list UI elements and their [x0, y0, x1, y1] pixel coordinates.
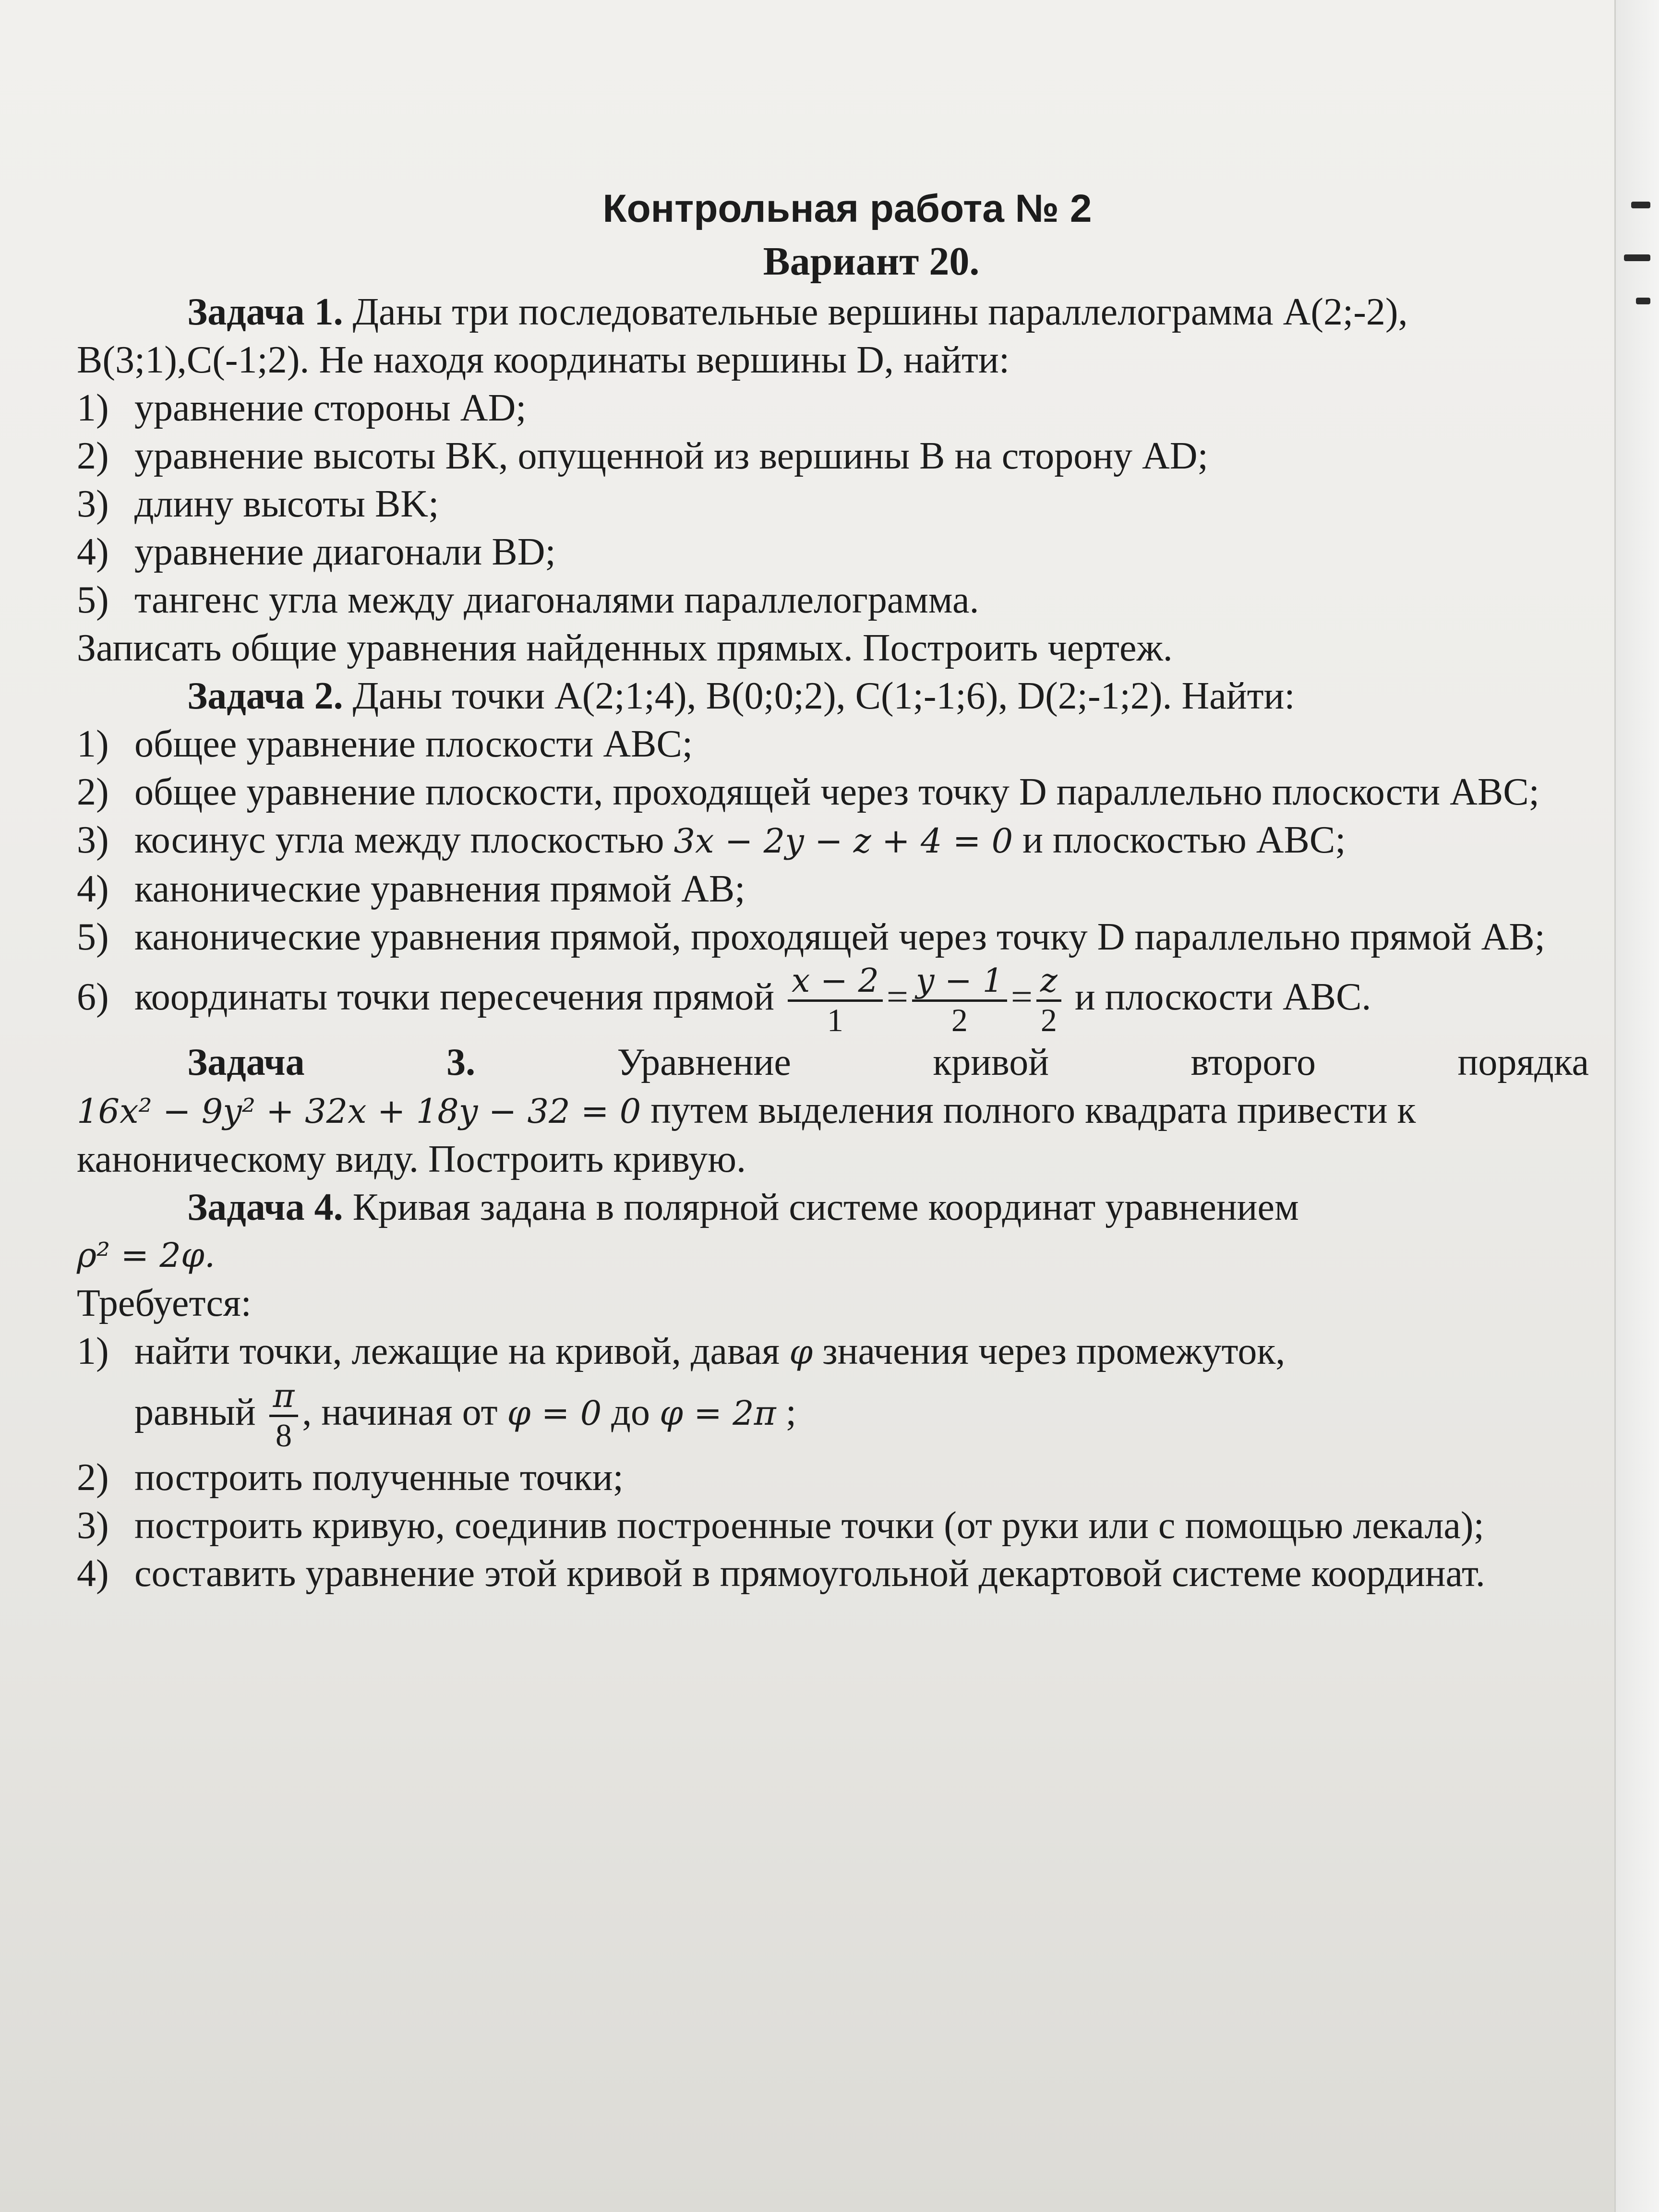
- list-item: [77, 432, 1589, 480]
- list-item: [77, 720, 1589, 768]
- task1-label: Задача 1.: [187, 291, 343, 333]
- list-item: [77, 528, 1589, 576]
- item-number: 2): [77, 1456, 109, 1499]
- task4-list: [77, 1327, 1589, 1598]
- item-number: 6): [77, 976, 109, 1018]
- fraction: [1036, 963, 1061, 1038]
- item-text: [134, 816, 1589, 865]
- item-text: канонические уравнения прямой, проходящей через точку D параллельно прямой AB;: [134, 916, 1545, 958]
- fraction-numerator: y − 1: [912, 963, 1007, 1002]
- list-item: [77, 913, 1589, 961]
- polar-equation: ρ² = 2φ.: [77, 1236, 216, 1275]
- item-text: тангенс угла между диагоналями параллелограмма.: [134, 579, 979, 621]
- variant-heading: Вариант 20.: [763, 239, 980, 284]
- item-number: 4): [77, 1552, 109, 1595]
- item-number: 1): [77, 1330, 109, 1373]
- phi-start: φ = 0: [507, 1394, 602, 1433]
- document-body: [77, 182, 1589, 1598]
- edge-ink-mark: [1631, 202, 1650, 208]
- item-text: канонические уравнения прямой AB;: [134, 868, 745, 910]
- task2-intro: [77, 672, 1589, 720]
- item-text: построить кривую, соединив построенные точки (от руки или с помощью лекала);: [134, 1504, 1484, 1547]
- item-text: уравнение диагонали BD;: [134, 531, 556, 573]
- item-text: общее уравнение плоскости ABC;: [134, 723, 693, 765]
- task2-list: [77, 720, 1589, 1038]
- task2-label: Задача 2.: [187, 675, 343, 717]
- phi-symbol: φ: [789, 1333, 813, 1372]
- item-text: общее уравнение плоскости, проходящей через точку D параллельно плоскости ABC;: [134, 771, 1539, 813]
- item-text-part: и плоскостью ABC;: [1013, 819, 1346, 861]
- equals-sign: =: [1010, 976, 1033, 1018]
- item-number: 4): [77, 531, 109, 573]
- item-text: [134, 1327, 1589, 1454]
- equals-sign: =: [886, 976, 908, 1018]
- item-text: уравнение стороны AD;: [134, 387, 527, 429]
- underlying-page-edge: [1614, 0, 1659, 2212]
- task1-list: [77, 384, 1589, 624]
- item-text: уравнение высоты BK, опущенной из вершины B на сторону AD;: [134, 435, 1208, 477]
- phi-end: φ = 2π: [659, 1394, 776, 1433]
- item-text: составить уравнение этой кривой в прямоугольной декартовой системе координат.: [134, 1552, 1485, 1595]
- item-text: [134, 961, 1589, 1038]
- list-item: [77, 480, 1589, 528]
- fraction: [788, 963, 883, 1038]
- list-item: [77, 865, 1589, 913]
- item-text-part: до: [601, 1391, 660, 1434]
- item-text-part: равный: [134, 1391, 265, 1434]
- list-item: [77, 1502, 1589, 1550]
- task1-outro: Записать общие уравнения найденных прямых. Построить чертеж.: [77, 627, 1173, 669]
- item-number: 3): [77, 1504, 109, 1547]
- requires-label: Требуется:: [77, 1282, 252, 1325]
- task3-rest: путем выделения полного квадрата привести к каноническому виду. Построить кривую.: [77, 1089, 1416, 1181]
- task4-label: Задача 4.: [187, 1186, 343, 1229]
- item-number: 5): [77, 579, 109, 621]
- fraction-numerator: x − 2: [788, 963, 883, 1002]
- fraction-denominator: 2: [1040, 1002, 1057, 1039]
- task1-intro-text: Даны три последовательные вершины параллелограмма A(2;-2), B(3;1),C(-1;2). Не находя координаты вершины D, найти:: [77, 291, 1408, 381]
- item-number: 4): [77, 868, 109, 910]
- item-number: 3): [77, 483, 109, 525]
- item-number: 5): [77, 916, 109, 958]
- item-number: 1): [77, 387, 109, 429]
- item-text-part: значения через промежуток,: [813, 1330, 1286, 1373]
- item-text-part: , начиная от: [302, 1391, 507, 1434]
- fraction-denominator: 1: [827, 1002, 843, 1039]
- list-item: [77, 1327, 1589, 1454]
- edge-ink-mark: [1624, 254, 1650, 261]
- list-item: [77, 768, 1589, 816]
- item-number: 2): [77, 435, 109, 477]
- list-item: [77, 961, 1589, 1038]
- fraction: [269, 1378, 299, 1454]
- item-text-part: и плоскости ABC.: [1065, 976, 1371, 1018]
- task3-lead: Уравнение кривой второго порядка: [617, 1041, 1589, 1084]
- item-number: 2): [77, 771, 109, 813]
- list-item: [77, 1550, 1589, 1598]
- task1-intro: [77, 288, 1589, 384]
- curve-equation: 16x² − 9y² + 32x + 18y − 32 = 0: [77, 1092, 641, 1131]
- plane-equation: 3x − 2y − z + 4 = 0: [673, 821, 1013, 861]
- item-text: построить полученные точки;: [134, 1456, 624, 1499]
- item-second-line: [134, 1376, 1589, 1454]
- list-item: [77, 384, 1589, 432]
- item-text-part: косинус угла между плоскостью: [134, 819, 674, 861]
- list-item: [77, 576, 1589, 624]
- list-item: [77, 816, 1589, 865]
- item-text-part: координаты точки пересечения прямой: [134, 976, 784, 1018]
- task3-body: [77, 1086, 1589, 1183]
- list-item: [77, 1454, 1589, 1502]
- edge-ink-mark: [1636, 298, 1650, 304]
- fraction: [912, 963, 1007, 1038]
- task4-intro-text: Кривая задана в полярной системе координат уравнением: [343, 1186, 1299, 1229]
- task3-label: Задача 3.: [187, 1041, 476, 1084]
- item-number: 1): [77, 723, 109, 765]
- item-number: 3): [77, 819, 109, 861]
- task3-first-line: [77, 1038, 1589, 1086]
- item-text-part: ;: [776, 1391, 796, 1434]
- fraction-denominator: 8: [276, 1417, 292, 1454]
- fraction-denominator: 2: [951, 1002, 968, 1039]
- task2-intro-text: Даны точки A(2;1;4), B(0;0;2), C(1;-1;6), D(2;-1;2). Найти:: [343, 675, 1295, 717]
- task4-intro: [77, 1183, 1589, 1231]
- fraction-numerator: z: [1036, 963, 1061, 1002]
- document-title: Контрольная работа № 2: [602, 187, 1092, 230]
- item-text-part: найти точки, лежащие на кривой, давая: [134, 1330, 790, 1373]
- fraction-numerator: π: [269, 1378, 299, 1417]
- item-text: длину высоты BK;: [134, 483, 439, 525]
